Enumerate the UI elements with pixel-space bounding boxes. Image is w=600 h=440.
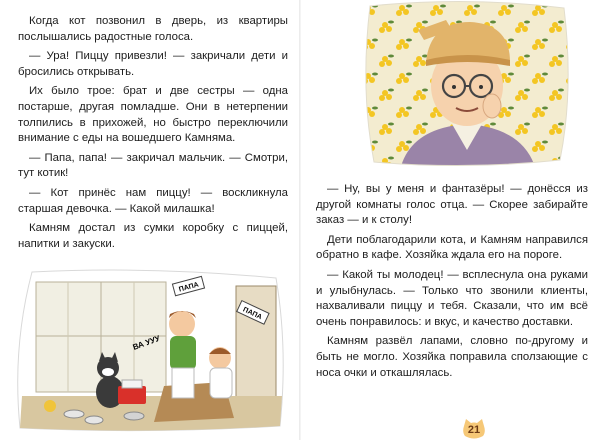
hallway-illustration xyxy=(14,268,288,432)
sign-right-text: ПАПА xyxy=(241,306,263,322)
paragraph: Камням развёл лапами, словно по-другому и быть не могло. Хозяйка поправила сползающие с носа очки и откашлялась. xyxy=(316,335,588,379)
shout-text: ВА УУУ xyxy=(131,333,162,352)
delivery-bag xyxy=(118,386,146,404)
page-number-badge xyxy=(461,418,487,440)
paragraph: — Какой ты молодец! — всплеснула она руками и улыбнулась. — Только что звонили клиенты, нахваливали пиццу и тебя. Сказали, что им всё очень понравилось: и вкус, и качество доставки. xyxy=(316,268,588,328)
paragraph: Их было трое: брат и две сестры — одна постарше, другая помладше. Они в нетерпении толпились в прихожей, но быстро переключили внимание с еды на вошедшего Камняма. xyxy=(18,85,288,145)
slipper xyxy=(44,400,56,412)
boy-shirt xyxy=(170,336,196,370)
shoe xyxy=(124,412,144,420)
hand xyxy=(483,94,501,118)
boy-shorts xyxy=(172,368,194,398)
paragraph: Дети поблагодарили кота, и Камням направился обратно в кафе. Хозяйка ждала его на пороге. xyxy=(316,233,588,262)
paragraph: — Папа, папа! — закричал мальчик. — Смотри, тут котик! xyxy=(18,151,288,180)
right-page xyxy=(300,0,600,440)
page-number: 21 xyxy=(467,424,481,436)
pizza-box xyxy=(122,380,142,388)
eye xyxy=(452,85,456,89)
paragraph: — Ну, вы у меня и фантазёры! — донёсся из другой комнаты голос отца. — Скорее забирайте заказ — и к столу! xyxy=(316,183,588,227)
paragraph: — Кот принёс нам пиццу! — воскликнула старшая девочка. — Какой милашка! xyxy=(18,186,288,215)
paragraph: — Ура! Пиццу привезли! — закричали дети и бросились открывать. xyxy=(18,50,288,78)
floor xyxy=(20,396,282,431)
right-page-text xyxy=(316,182,588,385)
boy-head xyxy=(169,311,195,337)
girl-dress xyxy=(210,368,232,398)
shoe xyxy=(85,416,103,424)
paragraph: Камням достал из сумки коробку с пиццей, напитки и закуски. xyxy=(18,222,288,250)
cat-muzzle xyxy=(102,368,114,376)
hostess-illustration xyxy=(360,0,574,170)
sign-left-text: ПАПА xyxy=(178,281,200,294)
left-page-text xyxy=(18,14,288,256)
paragraph: Когда кот позвонил в дверь, из квартиры послышались радостные голоса. xyxy=(18,15,288,43)
eye xyxy=(479,85,483,89)
shoe xyxy=(64,410,84,418)
